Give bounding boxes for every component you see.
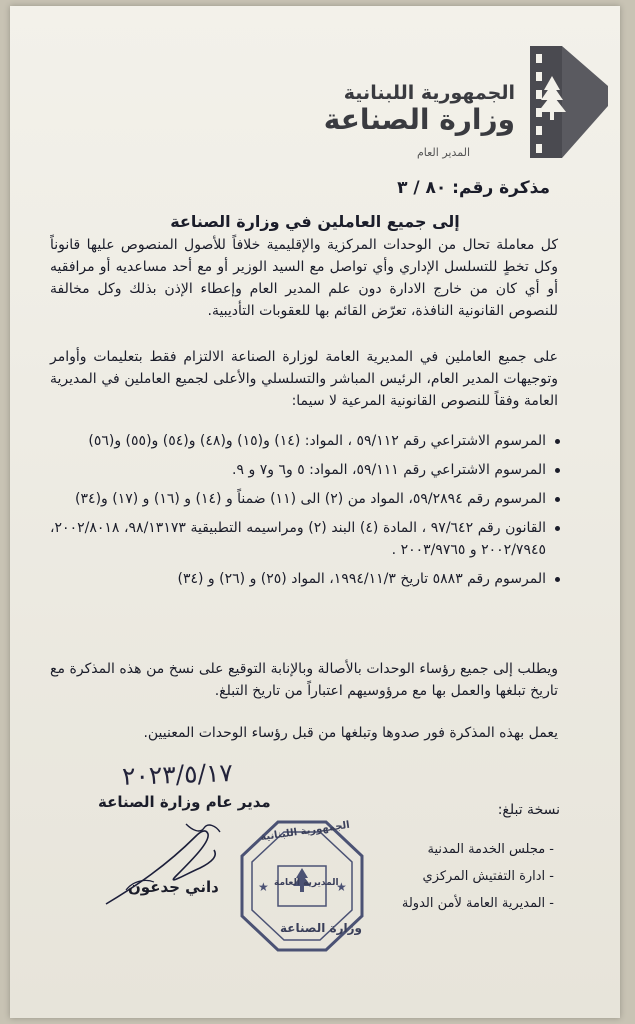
- director-general-label: المدير العام: [416, 146, 470, 159]
- seal-center-text: المديرية العامة: [274, 878, 339, 888]
- copy-recipient: - مجلس الخدمة المدنية: [427, 842, 554, 857]
- ministry-header: [324, 82, 515, 136]
- svg-text:★: ★: [336, 880, 347, 894]
- republic-name: الجمهورية اللبنانية: [343, 82, 515, 104]
- laws-list: [50, 430, 560, 597]
- ministry-name: وزارة الصناعة: [323, 103, 515, 136]
- copy-to-label: نسخة تبلغ:: [497, 802, 560, 818]
- signer-name: داني جدعون: [128, 878, 219, 896]
- cedar-logo-icon: [522, 46, 608, 158]
- copy-recipients-list: [402, 836, 554, 917]
- seal-bottom-text: وزارة الصناعة: [280, 921, 362, 935]
- paragraph-4: يعمل بهذه المذكرة فور صدوها وتبلغها من قبل رؤساء الوحدات المعنيين.: [143, 725, 558, 741]
- handwritten-date: ٢٠٢٣/٥/١٧: [121, 758, 234, 791]
- law-item: المرسوم رقم ٥٨٨٣ تاريخ ١٩٩٤/١١/٣، المواد (٢٥) و (٢٦) و (٣٤): [50, 568, 560, 590]
- copy-recipient: - ادارة التفتيش المركزي: [422, 869, 554, 884]
- law-item: المرسوم الاشتراعي رقم ٥٩/١١١، المواد: ٥ و٦ و٧ و ٩.: [50, 459, 560, 481]
- paragraph-3: ويطلب إلى جميع رؤساء الوحدات بالأصالة وبالإنابة التوقيع على نسخ من هذه المذكرة مع تاريخ تبلغها والعمل بها مع مرؤوسيهم اعتباراً من تاريخ التبلغ.: [50, 661, 558, 699]
- memo-page: [10, 6, 620, 1018]
- law-item: المرسوم رقم ٥٩/٢٨٩٤، المواد من (٢) الى (١١) ضمناً و (١٤) و (١٦) و (١٧) و(٣٤): [50, 488, 560, 510]
- copy-recipient: - المديرية العامة لأمن الدولة: [401, 896, 554, 911]
- handwritten-signature: [96, 816, 236, 916]
- memo-recipients: إلى جميع العاملين في وزارة الصناعة: [170, 212, 460, 231]
- law-item: المرسوم الاشتراعي رقم ٥٩/١١٢ ، المواد: (١٤) و(١٥) و(٤٨) و(٥٤) و(٥٥) و(٥٦): [50, 430, 560, 452]
- paragraph-1: كل معاملة تحال من الوحدات المركزية والإقليمية خلافاً للأصول المنصوص عليها قانوناً وكل تخطٍ للتسلسل الإداري وأي تواصل مع السيد الوزير أو مع أحد مساعديه أو مرافقيه أو أي كان من خارج الادارة دون علم المدير العام وإعطاء الإذن بذلك وكل مخالفة للنصوص القانونية النافذة، تعرّض القائم بها للعقوبات التأديبية.: [50, 237, 558, 319]
- seal-top-text: الجمهورية اللبنانية: [259, 819, 351, 844]
- signer-title: مدير عام وزارة الصناعة: [98, 793, 271, 811]
- paragraph-2: على جميع العاملين في المديرية العامة لوزارة الصناعة الالتزام فقط بتعليمات وأوامر وتوجيهات المدير العام، الرئيس المباشر والتسلسلي والأعلى لجميع العاملين في المديرية العامة وفقاً للنصوص القانونية المرعية لا سيما:: [50, 349, 558, 409]
- law-item: القانون رقم ٩٧/٦٤٢ ، المادة (٤) البند (٢) ومراسيمه التطبيقية ٩٨/١٣١٧٣، ٢٠٠٢/٨٠١٨، ٢٠٠٢/٧٩٤٥ و ٢٠٠٣/٩٧٦٥ .: [50, 517, 560, 561]
- svg-text:★: ★: [258, 880, 269, 894]
- memo-number: مذكرة رقم: ٨٠ / ٣: [397, 178, 550, 198]
